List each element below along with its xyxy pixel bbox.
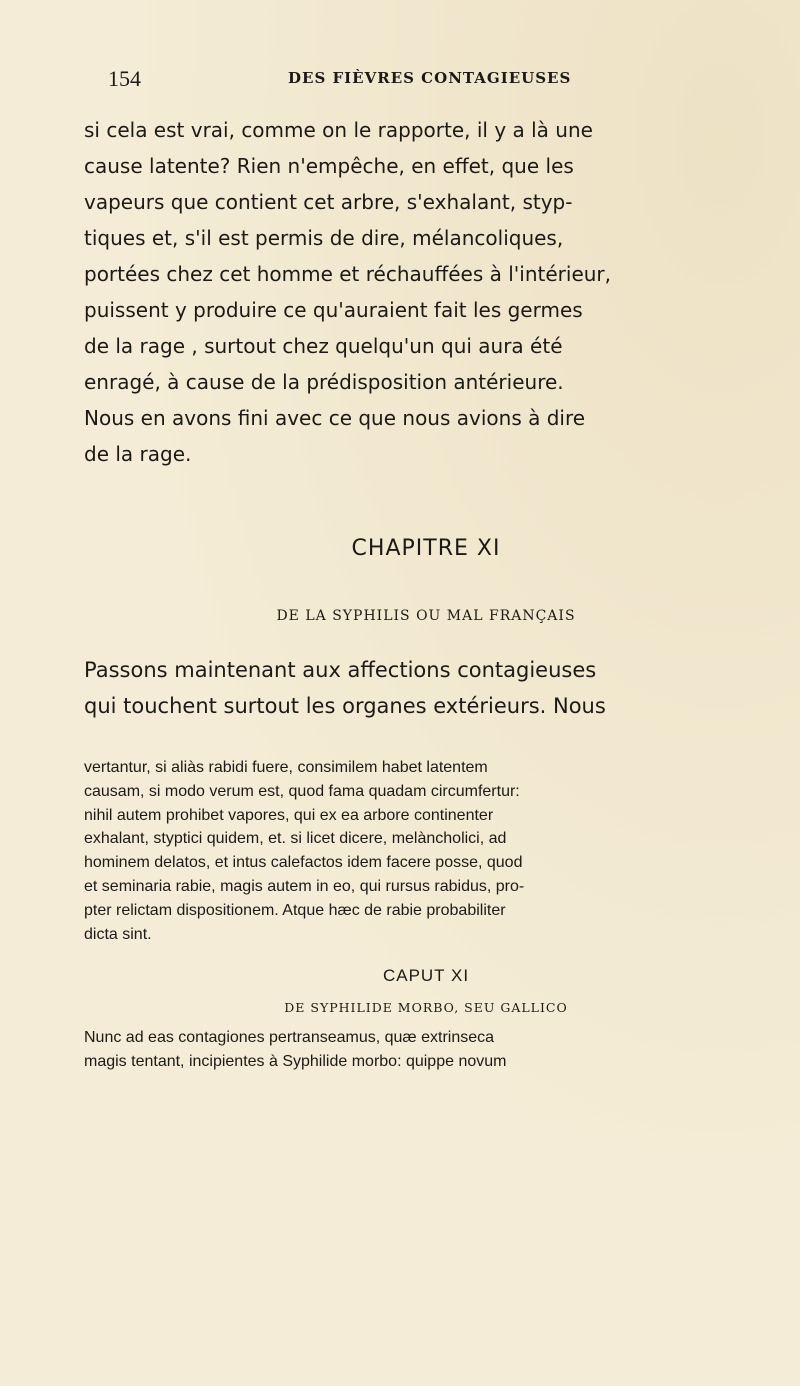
latin-chapter-paragraph bbox=[84, 1026, 768, 1074]
text-line: portées chez cet homme et réchauffées à l'intérieur, bbox=[84, 262, 612, 286]
french-chapter-subtitle: DE LA SYPHILIS OU MAL FRANÇAIS bbox=[276, 608, 576, 624]
text-line: exhalant, styptici quidem, et. si licet dicere, melàncholici, ad bbox=[84, 830, 507, 848]
text-line: magis tentant, incipientes à Syphilide morbo: quippe novum bbox=[84, 1052, 507, 1070]
text-line: de la rage. bbox=[84, 442, 192, 466]
text-line: tiques et, s'il est permis de dire, mélancoliques, bbox=[84, 226, 564, 250]
french-chapter-paragraph bbox=[84, 652, 768, 724]
latin-paragraph bbox=[84, 756, 768, 946]
french-chapter-heading: CHAPITRE XI bbox=[351, 536, 501, 561]
text-line: enragé, à cause de la prédisposition antérieure. bbox=[84, 370, 564, 394]
running-title: DES FIÈVRES CONTAGIEUSES bbox=[288, 69, 572, 87]
latin-chapter-heading: CAPUT XI bbox=[382, 966, 470, 985]
text-line: puissent y produire ce qu'auraient fait les germes bbox=[84, 298, 583, 322]
text-line: qui touchent surtout les organes extérieurs. Nous bbox=[84, 694, 606, 718]
text-line: Passons maintenant aux affections contagieuses bbox=[84, 658, 597, 682]
text-line: hominem delatos, et intus calefactos idem facere posse, quod bbox=[84, 854, 523, 872]
text-line: causam, si modo verum est, quod fama quadam circumfertur: bbox=[84, 782, 520, 800]
text-line: et seminaria rabie, magis autem in eo, qui rursus rabidus, pro- bbox=[84, 877, 525, 895]
page-number: 154 bbox=[108, 66, 141, 91]
latin-chapter-subtitle: DE SYPHILIDE MORBO, SEU GALLICO bbox=[284, 1000, 568, 1015]
text-line: vertantur, si aliàs rabidi fuere, consimilem habet latentem bbox=[84, 759, 488, 776]
text-line: nihil autem prohibet vapores, qui ex ea arbore continenter bbox=[84, 806, 494, 824]
text-line: si cela est vrai, comme on le rapporte, il y a là une bbox=[84, 118, 593, 142]
text-line: de la rage , surtout chez quelqu'un qui aura été bbox=[84, 334, 563, 358]
text-line: Nous en avons fini avec ce que nous avions à dire bbox=[84, 406, 586, 430]
running-head bbox=[108, 66, 768, 94]
french-paragraph bbox=[84, 112, 768, 472]
text-line: cause latente? Rien n'empêche, en effet, que les bbox=[84, 154, 574, 178]
text-line: Nunc ad eas contagiones pertranseamus, quæ extrinseca bbox=[84, 1029, 495, 1046]
text-line: pter relictam dispositionem. Atque hæc de rabie probabiliter bbox=[84, 901, 506, 919]
text-line: vapeurs que contient cet arbre, s'exhalant, styp- bbox=[84, 190, 573, 214]
text-line: dicta sint. bbox=[84, 925, 152, 943]
